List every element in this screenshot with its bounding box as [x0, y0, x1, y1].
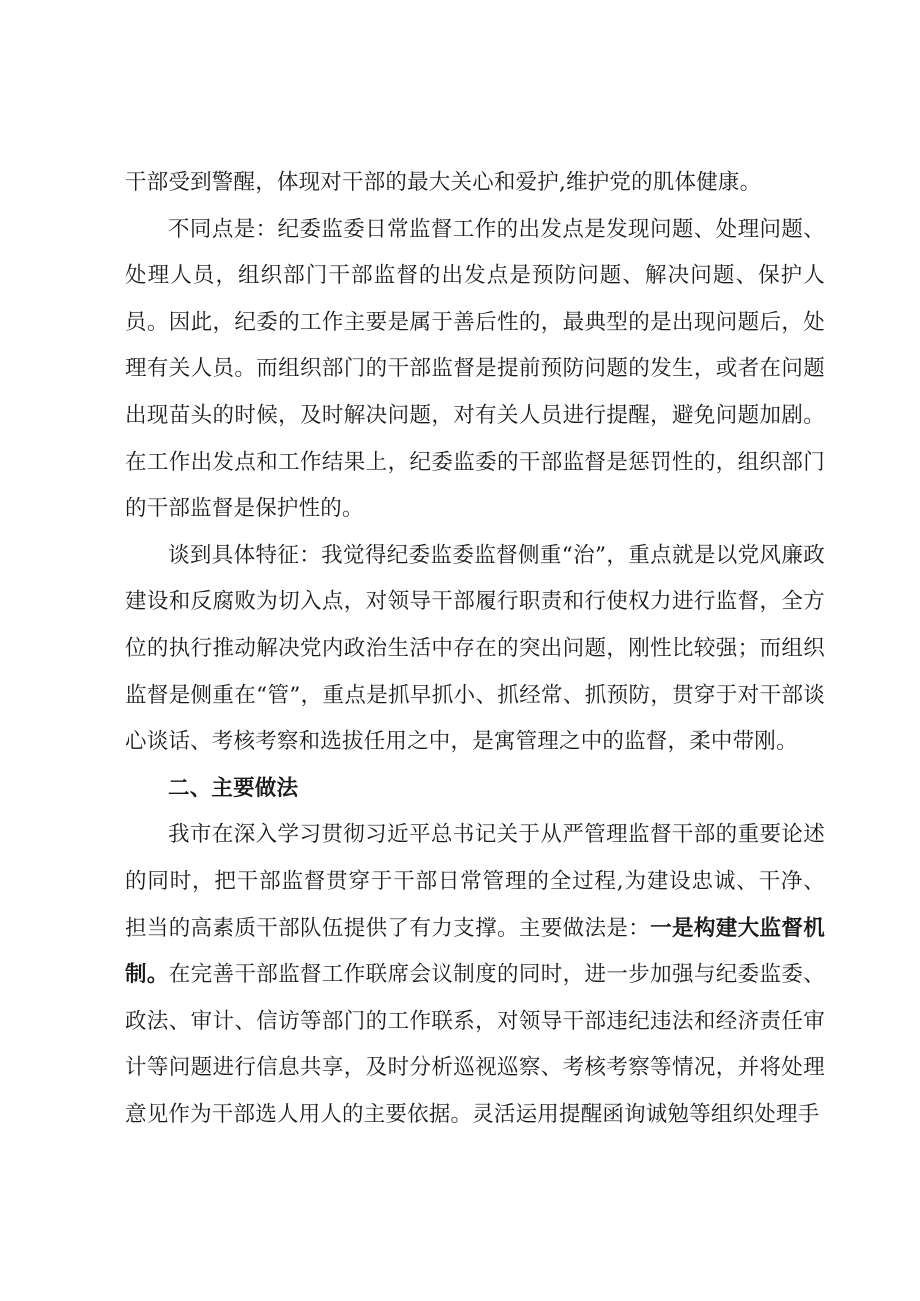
paragraph-differences: 不同点是：纪委监委日常监督工作的出发点是发现问题、处理问题、处理人员，组织部门干部监督的出发点是预防问题、解决问题、保护人员。因此，纪委的工作主要是属于善后性的，最典型的是出现问题后，处理有关人员。而组织部门的干部监督是提前预防问题的发生，或者在问题出现苗头的时候，及时解决问题，对有关人员进行提醒，避免问题加剧。在工作出发点和工作结果上，纪委监委的干部监督是惩罚性的，组织部门的干部监督是保护性的。	[125, 216, 825, 522]
paragraph-main-practices-intro: 我市在深入学习贯彻习近平总书记关于从严管理监督干部的重要论述的同时，把干部监督贯穿于干部日常管理的全过程,为建设忠诚、干净、担当的高素质干部队伍提供了有力支撑。主要做法是：	[125, 822, 825, 941]
section-heading-main-practices: 二、主要做法	[168, 775, 299, 801]
paragraph-main-practices	[125, 812, 825, 1138]
paragraph-continuation: 干部受到警醒，体现对干部的最大关心和爱护,维护党的肌体健康。	[125, 170, 762, 195]
paragraph-main-practices-bold-point: 一是构建大监督机制。	[125, 915, 825, 988]
paragraph-main-practices-detail: 在完善干部监督工作联席会议制度的同时，进一步加强与纪委监委、政法、审计、信访等部门的工作联系，对领导干部违纪违法和经济责任审计等问题进行信息共享，及时分析巡视巡察、考核考察等情况，并将处理意见作为干部选人用人的主要依据。灵活运用提醒函询诚勉等组织处理手	[125, 962, 825, 1127]
paragraph-specific-features: 谈到具体特征：我觉得纪委监委监督侧重“治”，重点就是以党风廉政建设和反腐败为切入点，对领导干部履行职责和行使权力进行监督，全方位的执行推动解决党内政治生活中存在的突出问题，刚性比较强；而组织监督是侧重在“管”，重点是抓早抓小、抓经常、抓预防，贯穿于对干部谈心谈话、考核考察和选拔任用之中，是寓管理之中的监督，柔中带刚。	[125, 542, 825, 755]
document-body	[125, 160, 825, 1138]
